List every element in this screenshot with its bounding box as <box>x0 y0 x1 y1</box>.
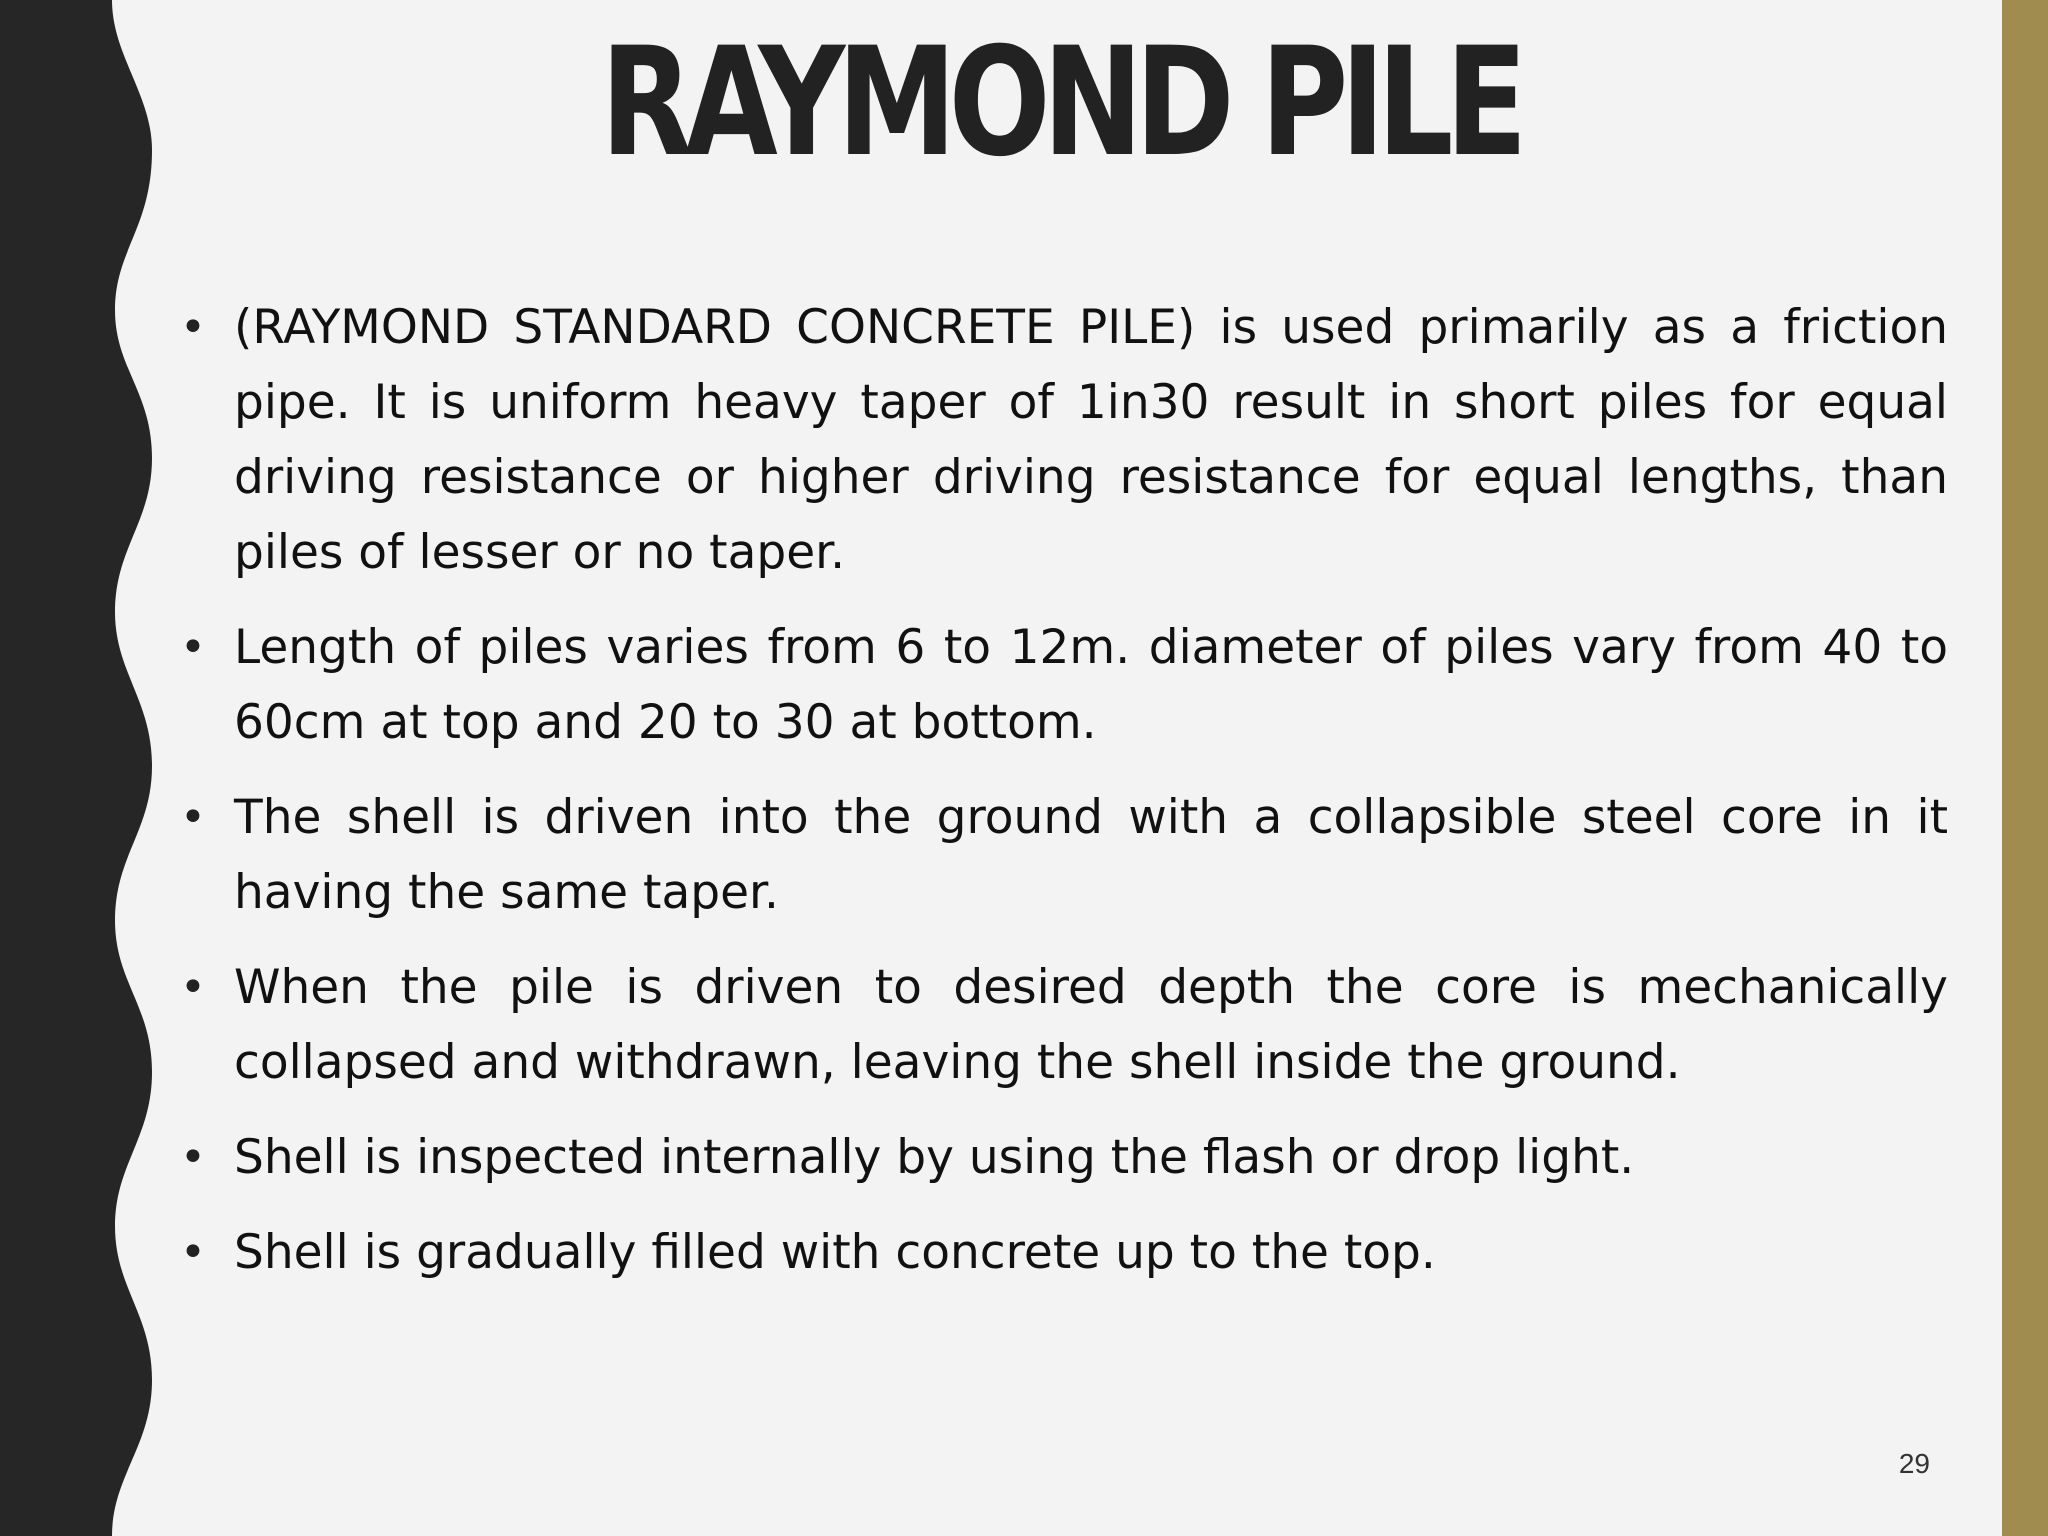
bullet-item <box>180 290 1948 590</box>
bullet-marker: • <box>180 1227 206 1278</box>
left-wave-decoration <box>0 0 170 1536</box>
bullet-text: (RAYMOND STANDARD CONCRETE PILE) is used primarily as a friction pipe. It is uniform heavy taper of 1in30 result in short piles for equal driving resistance or higher driving resistance for equal lengths, than piles of lesser or no taper. <box>234 300 1948 580</box>
bullet-marker: • <box>180 792 206 843</box>
bullet-item <box>180 950 1948 1100</box>
bullet-text: Length of piles varies from 6 to 12m. diameter of piles vary from 40 to 60cm at top and 20 to 30 at bottom. <box>234 620 1948 750</box>
bullet-item <box>180 1215 1948 1290</box>
right-accent-bar <box>2002 0 2048 1536</box>
bullet-text: Shell is inspected internally by using the flash or drop light. <box>234 1130 1635 1185</box>
bullet-marker: • <box>180 622 206 673</box>
bullet-marker: • <box>180 302 206 353</box>
bullet-text: The shell is driven into the ground with a collapsible steel core in it having the same taper. <box>234 790 1948 920</box>
bullet-text: When the pile is driven to desired depth the core is mechanically collapsed and withdrawn, leaving the shell inside the ground. <box>234 960 1948 1090</box>
page-number: 29 <box>1898 1448 1930 1479</box>
slide-title: RAYMOND PILE <box>600 16 1520 190</box>
bullet-list <box>180 290 1948 1310</box>
bullet-item <box>180 780 1948 930</box>
left-wave-shape <box>0 0 152 1536</box>
bullet-text: Shell is gradually filled with concrete up to the top. <box>234 1225 1436 1280</box>
bullet-marker: • <box>180 1132 206 1183</box>
bullet-item <box>180 1120 1948 1195</box>
bullet-marker: • <box>180 962 206 1013</box>
bullet-item <box>180 610 1948 760</box>
